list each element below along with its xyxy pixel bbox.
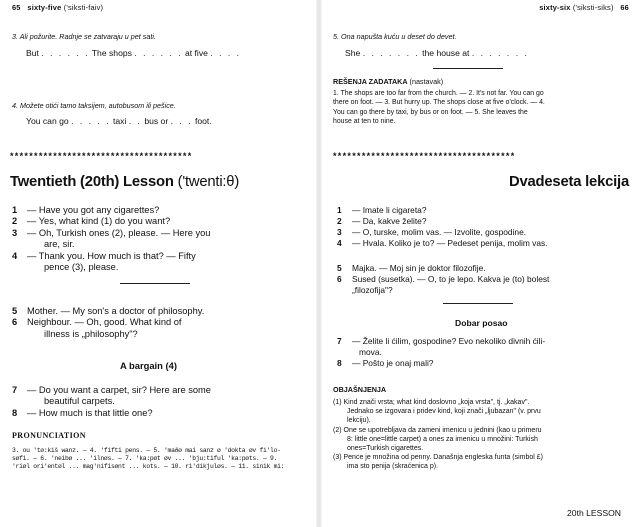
solutions-line: 1. The shops are too far from the church. — 2. It's not far. You can go (333, 90, 544, 97)
divider-rule (120, 283, 190, 284)
left-page (0, 0, 315, 527)
blank: . . . . . . . (471, 48, 529, 58)
solutions-line: You can go there by taxi, by bus or on foot. — 5. She leaves the (333, 108, 528, 116)
divider-rule (433, 68, 503, 69)
explanation-line: (2) One se upotrebljava da zameni imenicu u jednini (kao u primeru (333, 426, 542, 434)
solutions-line: house at ten to nine. (333, 117, 396, 125)
solutions-body (333, 89, 545, 126)
dialog-line: are, sir. (44, 239, 75, 250)
explanation-line: (1) Kind znači vrsta; what kind doslovno „koja vrsta", tj. „kakav". (333, 399, 530, 406)
solutions-line: there on foot. — 3. But hurry up. The shops close at five o'clock. — 4. (333, 99, 545, 107)
dialog-line: 7 — Do you want a carpet, sir? Here are some (12, 385, 211, 395)
section-subheading: Dobar posao (455, 318, 508, 328)
explanation-line: ima sto penija (skraćenica p). (347, 463, 439, 471)
exercise-3-part-3: at five (184, 48, 208, 58)
pronunciation-body (12, 447, 284, 471)
blank: . . . . . (71, 116, 111, 126)
exercise-3-part-2: The shops (91, 48, 132, 58)
right-page-number: 66 (620, 3, 629, 12)
exercise-4-answer (26, 116, 212, 127)
left-page-number: 65 (12, 3, 21, 12)
right-page (323, 0, 635, 527)
book-gutter (316, 0, 322, 527)
exercise-3-answer (26, 48, 241, 59)
explanation-line: Jednako se izgovara i pridev kind, koji znači „ljubazan" (v. prvu (347, 408, 541, 416)
solutions-heading-note: (nastavak) (409, 77, 444, 86)
right-page-header-pron: ('siksti-siks) (572, 3, 614, 12)
blank: . . . (170, 116, 193, 126)
dialog-line: 5 Mother. — My son's a doctor of philosophy. (12, 306, 205, 316)
exercise-4-part-3: bus or (144, 116, 169, 126)
left-page-header (12, 3, 103, 12)
dialog-3 (337, 336, 545, 369)
explanation-line: ones=Turkish cigarettes. (347, 445, 424, 453)
exercise-4-part-1: You can go (26, 116, 69, 126)
exercise-5-part-1: She (345, 48, 361, 58)
pronunciation-line: 'riøl ori'entøl ... mag'nifisønt ... kots. — 10. ri'dikjuløs. — 11. sinik mi: (12, 463, 285, 470)
lesson-title (10, 174, 239, 190)
left-page-header-title: sixty-five (27, 3, 62, 12)
page-footer: 20th LESSON (567, 508, 621, 518)
lesson-title-text: Twentieth (20th) Lesson (10, 174, 174, 190)
explanation-line: 8: little one=little carpet) a ones za imenicu u množini: Turkish (347, 435, 538, 443)
blank: . . . . . . . (362, 48, 420, 58)
pronunciation-heading: PRONUNCIATION (12, 431, 86, 440)
star-divider: ************************************** (10, 151, 193, 161)
dialog-line: pence (3), please. (44, 262, 119, 273)
blank: . . . . . . (41, 48, 90, 58)
dialog-line: 4 — Thank you. How much is that? — Fifty (12, 250, 196, 261)
solutions-heading-text: REŠENJA ZADATAKA (333, 77, 408, 86)
dialog-line: 8 — Pošto je onaj mali? (337, 358, 434, 368)
pronunciation-line: 3. ou 'tø:kiš wanz. — 4. 'fifti pens. — 5. 'maðø mai sanz ø 'dokta øv fi'lo- (12, 447, 281, 454)
exercise-3-question: 3. Ali požurite. Radnje se zatvaraju u pet sati. (12, 32, 156, 41)
explanation-line: (3) Pence je množina od penny. Današnja engleska funta (simbol £) (333, 454, 543, 462)
exercise-5-part-2: the house at (422, 48, 470, 58)
dialog-1 (337, 205, 548, 249)
section-subheading: A bargain (4) (120, 360, 177, 371)
right-page-header (539, 3, 629, 12)
divider-rule (443, 303, 513, 304)
explanation-line: lekciju). (347, 417, 371, 425)
dialog-line: 1 — Have you got any cigarettes? (12, 205, 160, 215)
blank: . . . . . . (134, 48, 183, 58)
star-divider: ************************************** (333, 151, 516, 161)
dialog-line: 8 — How much is that little one? (12, 407, 153, 418)
dialog-line: 5 Majka. — Moj sin je doktor filozofije. (337, 263, 486, 273)
exercise-3-part-1: But (26, 48, 39, 58)
dialog-line: „filozofija"? (352, 285, 393, 295)
dialog-1 (12, 205, 210, 273)
right-page-header-title: sixty-six (539, 3, 571, 12)
exercise-4-part-4: foot. (194, 116, 212, 126)
dialog-line: 6 Neighbour. — Oh, good. What kind of (12, 317, 182, 328)
lesson-title-pron: ('twenti:θ) (177, 174, 240, 190)
dialog-2 (12, 306, 204, 340)
dialog-line: 7 — Želite li ćilim, gospodine? Evo nekoliko divnih ćili- (337, 336, 546, 346)
exercise-5-answer (345, 48, 529, 59)
exercise-5-question: 5. Ona napušta kuću u deset do devet. (333, 32, 457, 41)
exercise-4-part-2: taxi (112, 116, 127, 126)
dialog-line: 2 — Yes, what kind (1) do you want? (12, 216, 171, 227)
explanations-body (333, 398, 543, 472)
dialog-line: mova. (359, 347, 382, 357)
dialog-2 (337, 263, 549, 296)
dialog-line: 2 — Da, kakve želite? (337, 216, 427, 226)
lesson-title: Dvadeseta lekcija (509, 174, 629, 190)
left-page-header-pron: ('siksti-faiv) (63, 3, 104, 12)
dialog-line: 3 — O, turske, molim vas. — Izvolite, gospodine. (337, 227, 527, 237)
dialog-line: illness is „philosophy"? (44, 328, 138, 339)
dialog-line: 3 — Oh, Turkish ones (2), please. — Here you (12, 227, 211, 238)
pronunciation-line: søfi. — 6. 'neibø ... 'ilnøs. — 7. 'ka:pøt øv ... 'bju:tiful 'ka:pøts. — 9. (12, 455, 278, 462)
exercise-4-question: 4. Možete otići tamo taksijem, autobusom ili pešice. (12, 101, 176, 110)
solutions-heading (333, 77, 443, 87)
dialog-line: 6 Sused (susetka). — O, to je lepo. Kakva je (to) bolest (337, 274, 550, 284)
blank: . . (128, 116, 142, 126)
dialog-line: 4 — Hvala. Koliko je to? — Pedeset penija, molim vas. (337, 238, 548, 248)
explanations-heading: OBJAŠNJENJA (333, 385, 387, 394)
blank: . . . . (210, 48, 242, 58)
dialog-line: 1 — Imate li cigareta? (337, 205, 427, 215)
dialog-line: beautiful carpets. (44, 396, 115, 407)
dialog-3 (12, 385, 211, 419)
